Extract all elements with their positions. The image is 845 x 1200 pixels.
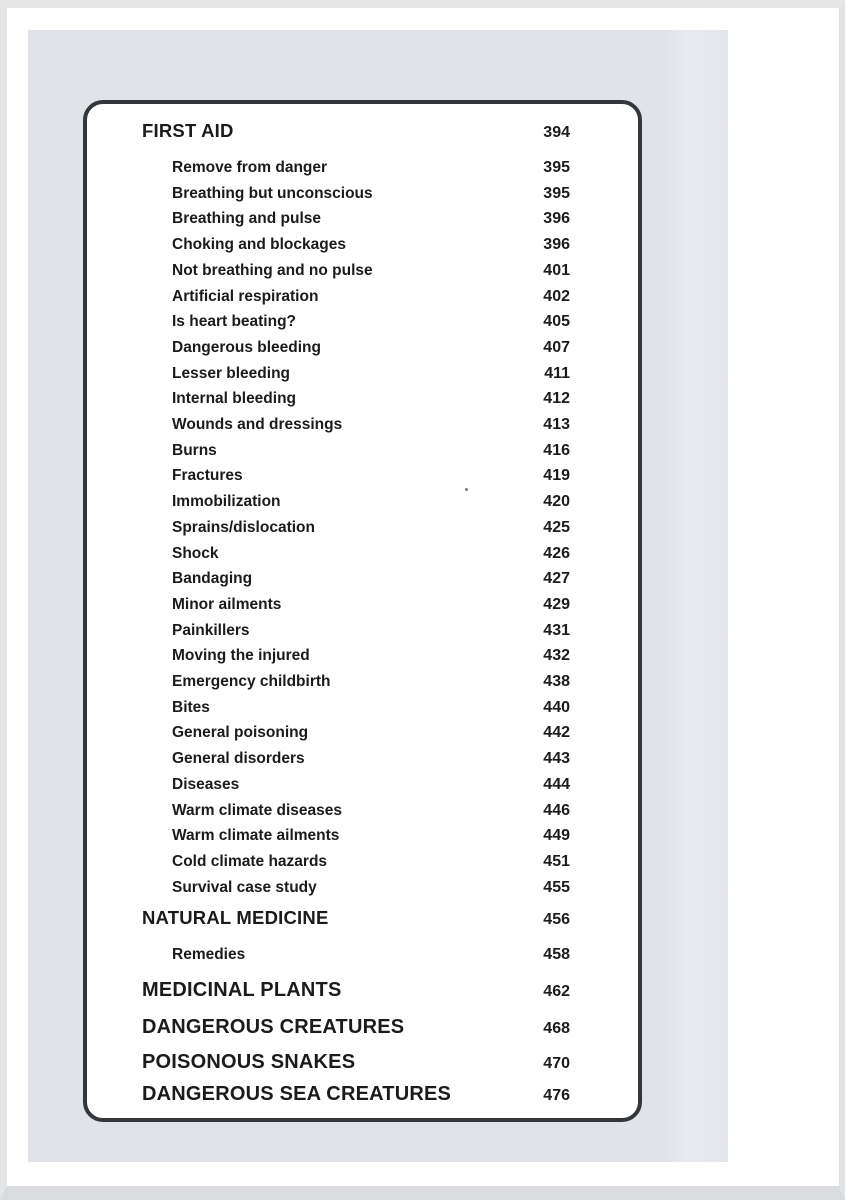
toc-entry xyxy=(87,309,638,335)
entry-page-number: 444 xyxy=(543,775,570,793)
entry-page-number: 432 xyxy=(543,647,570,665)
section-page-number: 470 xyxy=(543,1055,570,1073)
toc-entry xyxy=(87,284,638,310)
entry-page-number: 438 xyxy=(543,673,570,691)
table-of-contents xyxy=(87,104,638,1109)
toc-section xyxy=(87,977,638,1005)
entry-page-number: 458 xyxy=(543,946,570,964)
toc-entry xyxy=(87,746,638,772)
entry-page-number: 401 xyxy=(543,261,570,279)
toc-entry xyxy=(87,412,638,438)
section-heading xyxy=(87,1049,638,1077)
toc-entry xyxy=(87,232,638,258)
entry-label: Dangerous bleeding xyxy=(172,338,321,356)
entry-page-number: 395 xyxy=(543,159,570,176)
entry-label: Fractures xyxy=(172,467,243,485)
section-title: POISONOUS SNAKES xyxy=(142,1051,356,1074)
entry-label: Survival case study xyxy=(172,878,317,896)
toc-entry xyxy=(87,515,638,541)
toc-entry xyxy=(87,258,638,284)
toc-entry xyxy=(87,669,638,695)
entry-label: Choking and blockages xyxy=(172,236,346,254)
entry-label: Is heart beating? xyxy=(172,313,297,331)
toc-entry xyxy=(87,849,638,875)
entry-label: Bites xyxy=(172,698,210,716)
entry-page-number: 443 xyxy=(543,750,570,768)
toc-section xyxy=(87,117,638,900)
toc-entry xyxy=(87,875,638,901)
entry-label: Immobilization xyxy=(172,493,281,511)
toc-section xyxy=(87,1049,638,1077)
entry-page-number: 451 xyxy=(543,852,570,870)
entry-label: Sprains/dislocation xyxy=(172,518,315,536)
entry-page-number: 426 xyxy=(543,544,570,562)
section-page-number: 462 xyxy=(543,983,570,1001)
entry-page-number: 420 xyxy=(543,493,570,511)
section-heading xyxy=(87,904,638,933)
entry-label: Cold climate hazards xyxy=(172,852,328,870)
toc-entry xyxy=(87,541,638,567)
entry-label: Artificial respiration xyxy=(172,287,319,305)
entry-label: Shock xyxy=(172,544,219,562)
section-title: NATURAL MEDICINE xyxy=(142,907,329,929)
toc-entry xyxy=(87,618,638,644)
toc-entry xyxy=(87,463,638,489)
section-page-number: 468 xyxy=(543,1020,570,1038)
entry-label: Breathing but unconscious xyxy=(172,184,373,202)
toc-section xyxy=(87,1081,638,1109)
entry-label: Remove from danger xyxy=(172,159,328,176)
book-page xyxy=(28,30,728,1162)
scan-speck xyxy=(465,488,468,491)
entry-label: Warm climate diseases xyxy=(172,801,343,819)
entry-page-number: 429 xyxy=(543,595,570,613)
section-title: DANGEROUS SEA CREATURES xyxy=(142,1083,452,1106)
toc-entry xyxy=(87,592,638,618)
entry-page-number: 446 xyxy=(543,801,570,819)
entry-label: Diseases xyxy=(172,775,240,793)
section-items xyxy=(87,155,638,900)
entry-page-number: 427 xyxy=(543,570,570,588)
toc-entry xyxy=(87,823,638,849)
toc-entry xyxy=(87,155,638,181)
section-items xyxy=(87,942,638,968)
entry-page-number: 431 xyxy=(543,621,570,639)
entry-label: Remedies xyxy=(172,946,246,964)
entry-label: Emergency childbirth xyxy=(172,673,331,691)
toc-entry xyxy=(87,335,638,361)
entry-page-number: 411 xyxy=(544,364,570,382)
entry-label: General poisoning xyxy=(172,724,309,742)
section-title: DANGEROUS CREATURES xyxy=(142,1016,405,1039)
entry-page-number: 412 xyxy=(543,390,570,408)
section-heading xyxy=(87,1081,638,1109)
section-page-number: 476 xyxy=(543,1087,570,1105)
section-title: FIRST AID xyxy=(142,120,234,141)
toc-entry xyxy=(87,438,638,464)
entry-label: Breathing and pulse xyxy=(172,210,321,228)
entry-label: Internal bleeding xyxy=(172,390,297,408)
entry-page-number: 425 xyxy=(543,518,570,536)
toc-entry xyxy=(87,772,638,798)
entry-page-number: 413 xyxy=(543,416,570,434)
entry-label: Not breathing and no pulse xyxy=(172,261,373,279)
entry-page-number: 407 xyxy=(543,338,570,356)
entry-page-number: 416 xyxy=(543,441,570,459)
section-heading xyxy=(87,1014,638,1042)
toc-entry xyxy=(87,566,638,592)
entry-label: Painkillers xyxy=(172,621,250,639)
entry-page-number: 442 xyxy=(543,724,570,742)
entry-page-number: 395 xyxy=(543,184,570,202)
toc-section xyxy=(87,1014,638,1042)
entry-label: Warm climate ailments xyxy=(172,827,340,845)
entry-page-number: 449 xyxy=(543,827,570,845)
entry-label: Burns xyxy=(172,441,217,459)
entry-label: Lesser bleeding xyxy=(172,364,291,382)
entry-page-number: 455 xyxy=(543,878,570,896)
entry-label: Bandaging xyxy=(172,570,253,588)
toc-section xyxy=(87,904,638,968)
toc-entry xyxy=(87,798,638,824)
entry-page-number: 440 xyxy=(543,698,570,716)
toc-entry xyxy=(87,361,638,387)
entry-page-number: 396 xyxy=(543,210,570,228)
toc-entry xyxy=(87,695,638,721)
section-page-number: 456 xyxy=(543,911,570,929)
entry-label: Minor ailments xyxy=(172,595,282,613)
toc-entry xyxy=(87,643,638,669)
entry-label: Wounds and dressings xyxy=(172,416,343,434)
toc-entry xyxy=(87,942,638,968)
toc-entry xyxy=(87,720,638,746)
section-page-number: 394 xyxy=(543,124,570,141)
entry-page-number: 405 xyxy=(543,313,570,331)
toc-entry xyxy=(87,206,638,232)
toc-entry xyxy=(87,489,638,515)
entry-page-number: 419 xyxy=(543,467,570,485)
entry-label: General disorders xyxy=(172,750,305,768)
entry-page-number: 402 xyxy=(543,287,570,305)
toc-entry xyxy=(87,181,638,207)
contents-box xyxy=(83,100,642,1122)
entry-label: Moving the injured xyxy=(172,647,310,665)
section-heading xyxy=(87,977,638,1005)
section-title: MEDICINAL PLANTS xyxy=(142,979,342,1002)
toc-entry xyxy=(87,386,638,412)
section-heading xyxy=(87,117,638,146)
entry-page-number: 396 xyxy=(543,236,570,254)
